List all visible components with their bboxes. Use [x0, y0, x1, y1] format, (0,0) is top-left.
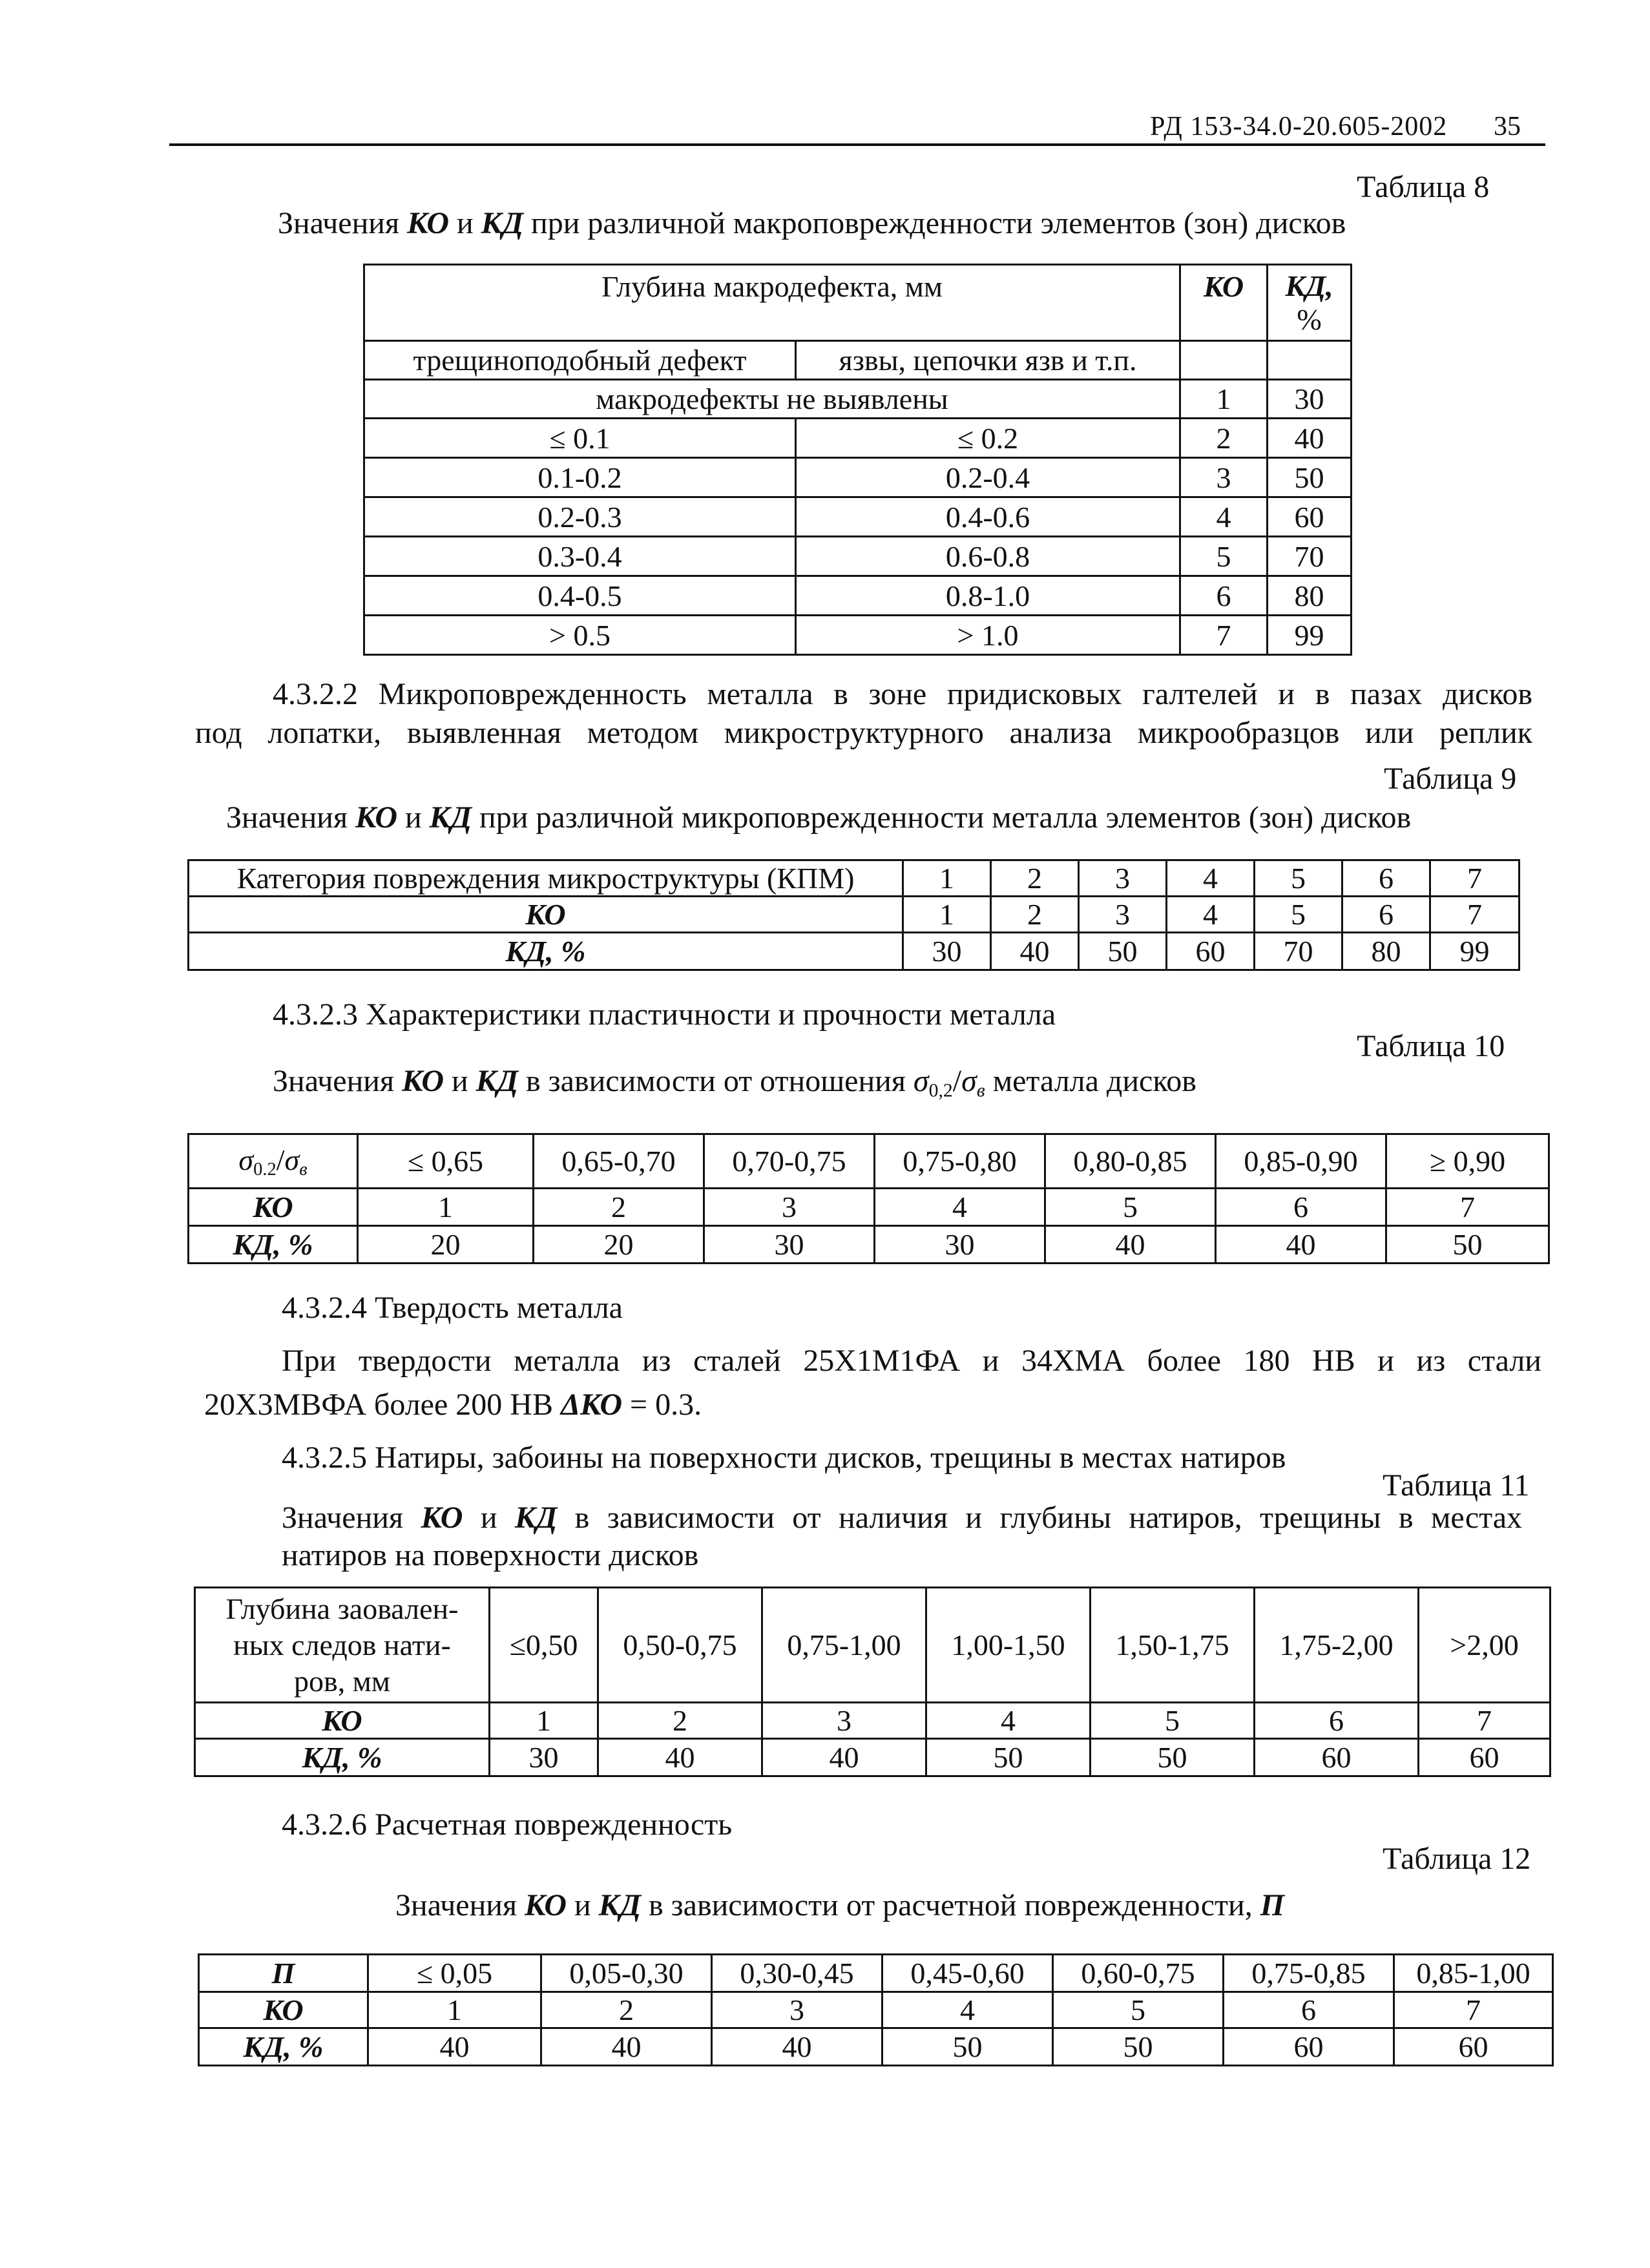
- table12-range: 0,45-0,60: [882, 1955, 1053, 1992]
- table10-cell: 20: [358, 1226, 534, 1264]
- table8-subheader-ulcers: язвы, цепочки язв и т.п.: [796, 341, 1180, 380]
- table10-cell: 30: [704, 1226, 875, 1264]
- table8-empty-cell: [1268, 341, 1352, 380]
- page-number: 35: [1494, 112, 1521, 141]
- table10-cell: 7: [1386, 1189, 1549, 1226]
- table8-cell: 2: [1180, 419, 1268, 458]
- table10-range: 0,75-0,80: [875, 1134, 1045, 1189]
- table11-cell: 2: [598, 1703, 762, 1739]
- table10-range: ≥ 0,90: [1386, 1134, 1549, 1189]
- table12-cell: 1: [368, 1992, 541, 2028]
- table8-cell: 0.8-1.0: [796, 576, 1180, 616]
- table9-category: 1: [903, 860, 991, 897]
- table8-caption: Значения КО и КД при различной макроповрежденности элементов (зон) дисков: [278, 206, 1346, 240]
- table8-header-kd: КД, %: [1268, 265, 1352, 341]
- table11-cell: 60: [1419, 1739, 1551, 1776]
- table8-cell: > 1.0: [796, 616, 1180, 655]
- table12-cell: 7: [1394, 1992, 1553, 2028]
- table12-cell: 60: [1224, 2028, 1394, 2066]
- table10-range: 0,85-0,90: [1216, 1134, 1386, 1189]
- table8-cell: 5: [1180, 537, 1268, 576]
- table9-cell: 40: [991, 933, 1079, 970]
- table8-cell: 0.2-0.4: [796, 458, 1180, 497]
- table10-cell: 2: [534, 1189, 704, 1226]
- table11-cell: 1: [490, 1703, 598, 1739]
- table8-cell: 7: [1180, 616, 1268, 655]
- table10-caption: Значения КО и КД в зависимости от отношения $\sigma_{0,2}/\sigma_в$ металла дисков: [273, 1064, 1196, 1101]
- table9-cell: 6: [1342, 897, 1430, 933]
- table12: [198, 1953, 1554, 2066]
- table11-cell: 5: [1091, 1703, 1255, 1739]
- table9-cell: 99: [1430, 933, 1519, 970]
- table10-cell: 40: [1216, 1226, 1386, 1264]
- table9-category: 7: [1430, 860, 1519, 897]
- table11-range: 0,75-1,00: [762, 1588, 926, 1703]
- table9-cell: 30: [903, 933, 991, 970]
- table8-cell: 4: [1180, 497, 1268, 537]
- table12-cell: 50: [1053, 2028, 1224, 2066]
- paragraph-4324-line1: При твердости металла из сталей 25Х1М1ФА и 34ХМА более 180 НВ и из стали: [282, 1344, 1541, 1378]
- table10-kd-label: КД, %: [189, 1226, 358, 1264]
- table9-cell: 2: [991, 897, 1079, 933]
- table9-category: 4: [1167, 860, 1255, 897]
- table8-label: Таблица 8: [1357, 170, 1490, 204]
- table9-header: Категория повреждения микроструктуры (КПМ): [189, 860, 903, 897]
- table8-cell: 0.1-0.2: [364, 458, 796, 497]
- document-code: РД 153-34.0-20.605-2002: [1150, 112, 1448, 141]
- table10-ko-label: КО: [189, 1189, 358, 1226]
- table11: [194, 1587, 1551, 1777]
- paragraph-4324-title: 4.3.2.4 Твердость металла: [282, 1291, 623, 1325]
- table8-cell: 3: [1180, 458, 1268, 497]
- table8: [363, 264, 1352, 656]
- table10: [187, 1133, 1550, 1264]
- table9-kd-label: КД, %: [189, 933, 903, 970]
- table9-caption: Значения КО и КД при различной микроповрежденности металла элементов (зон) дисков: [226, 800, 1412, 835]
- table10-range: 0,80-0,85: [1045, 1134, 1216, 1189]
- table12-range: 0,05-0,30: [541, 1955, 712, 1992]
- paragraph-4325: 4.3.2.5 Натиры, забоины на поверхности дисков, трещины в местах натиров: [282, 1441, 1286, 1475]
- table12-cell: 40: [541, 2028, 712, 2066]
- table10-cell: 1: [358, 1189, 534, 1226]
- table12-cell: 4: [882, 1992, 1053, 2028]
- table8-cell: 60: [1268, 497, 1352, 537]
- table8-header-depth: Глубина макродефекта, мм: [364, 265, 1180, 341]
- table10-cell: 20: [534, 1226, 704, 1264]
- paragraph-4326: 4.3.2.6 Расчетная поврежденность: [282, 1807, 733, 1842]
- table11-cell: 6: [1255, 1703, 1419, 1739]
- table11-range: 1,50-1,75: [1091, 1588, 1255, 1703]
- table8-cell: ≤ 0.2: [796, 419, 1180, 458]
- table12-range: 0,85-1,00: [1394, 1955, 1553, 1992]
- table9: [187, 859, 1520, 971]
- table11-caption-line2: натиров на поверхности дисков: [282, 1538, 699, 1572]
- table12-cell: 40: [712, 2028, 882, 2066]
- table9-cell: 50: [1079, 933, 1167, 970]
- table8-cell: 50: [1268, 458, 1352, 497]
- table8-none-label: макродефекты не выявлены: [364, 380, 1180, 419]
- table8-cell: 40: [1268, 419, 1352, 458]
- paragraph-4324-line2: 20Х3МВФА более 200 НВ ΔКО = 0.3.: [204, 1388, 702, 1422]
- table10-cell: 4: [875, 1189, 1045, 1226]
- table8-subheader-crack: трещиноподобный дефект: [364, 341, 796, 380]
- table9-cell: 60: [1167, 933, 1255, 970]
- table8-cell: 0.4-0.6: [796, 497, 1180, 537]
- table10-cell: 40: [1045, 1226, 1216, 1264]
- paragraph-4322-line2: под лопатки, выявленная методом микроструктурного анализа микрообразцов или реплик: [195, 716, 1532, 750]
- table12-range: 0,60-0,75: [1053, 1955, 1224, 1992]
- table11-cell: 7: [1419, 1703, 1551, 1739]
- table12-cell: 50: [882, 2028, 1053, 2066]
- table9-cell: 7: [1430, 897, 1519, 933]
- paragraph-4322-line1: 4.3.2.2 Микроповрежденность металла в зоне придисковых галтелей и в пазах дисков: [273, 677, 1532, 711]
- table9-cell: 80: [1342, 933, 1430, 970]
- table11-kd-label: КД, %: [195, 1739, 490, 1776]
- table8-cell: 0.6-0.8: [796, 537, 1180, 576]
- table11-cell: 4: [926, 1703, 1091, 1739]
- table10-ratio-header: $\sigma_{0.2}/\sigma_в$: [189, 1134, 358, 1189]
- table12-p-header: П: [199, 1955, 368, 1992]
- table10-cell: 30: [875, 1226, 1045, 1264]
- table11-cell: 30: [490, 1739, 598, 1776]
- table11-range: 1,00-1,50: [926, 1588, 1091, 1703]
- table12-cell: 6: [1224, 1992, 1394, 2028]
- table8-cell: 70: [1268, 537, 1352, 576]
- table11-range: 1,75-2,00: [1255, 1588, 1419, 1703]
- table12-label: Таблица 12: [1383, 1842, 1531, 1876]
- table8-cell: 0.2-0.3: [364, 497, 796, 537]
- table8-header-ko: КО: [1180, 265, 1268, 341]
- table12-range: 0,75-0,85: [1224, 1955, 1394, 1992]
- table12-cell: 40: [368, 2028, 541, 2066]
- table8-empty-cell: [1180, 341, 1268, 380]
- table11-cell: 40: [598, 1739, 762, 1776]
- table8-cell: 80: [1268, 576, 1352, 616]
- table10-cell: 6: [1216, 1189, 1386, 1226]
- table10-range: 0,65-0,70: [534, 1134, 704, 1189]
- table10-range: 0,70-0,75: [704, 1134, 875, 1189]
- table8-cell: > 0.5: [364, 616, 796, 655]
- table11-header: Глубина заовален- ных следов нати- ров, мм: [195, 1588, 490, 1703]
- paragraph-4323: 4.3.2.3 Характеристики пластичности и прочности металла: [273, 997, 1056, 1032]
- table9-cell: 5: [1255, 897, 1342, 933]
- table9-cell: 3: [1079, 897, 1167, 933]
- table12-range: 0,30-0,45: [712, 1955, 882, 1992]
- table12-kd-label: КД, %: [199, 2028, 368, 2066]
- table11-ko-label: КО: [195, 1703, 490, 1739]
- table11-range: ≤0,50: [490, 1588, 598, 1703]
- table8-cell: 0.4-0.5: [364, 576, 796, 616]
- table9-cell: 4: [1167, 897, 1255, 933]
- table9-category: 5: [1255, 860, 1342, 897]
- table11-cell: 50: [926, 1739, 1091, 1776]
- table9-ko-label: КО: [189, 897, 903, 933]
- table9-category: 2: [991, 860, 1079, 897]
- table12-cell: 5: [1053, 1992, 1224, 2028]
- table9-category: 6: [1342, 860, 1430, 897]
- table8-cell: 30: [1268, 380, 1352, 419]
- table10-range: ≤ 0,65: [358, 1134, 534, 1189]
- table11-cell: 60: [1255, 1739, 1419, 1776]
- table10-label: Таблица 10: [1357, 1029, 1505, 1063]
- table12-range: ≤ 0,05: [368, 1955, 541, 1992]
- table9-category: 3: [1079, 860, 1167, 897]
- table12-ko-label: КО: [199, 1992, 368, 2028]
- table8-cell: 99: [1268, 616, 1352, 655]
- table10-cell: 3: [704, 1189, 875, 1226]
- table10-cell: 5: [1045, 1189, 1216, 1226]
- table12-caption: Значения КО и КД в зависимости от расчетной поврежденности, П: [395, 1888, 1285, 1922]
- header-rule: [169, 143, 1545, 146]
- table8-cell: 0.3-0.4: [364, 537, 796, 576]
- table8-cell: ≤ 0.1: [364, 419, 796, 458]
- table11-cell: 50: [1091, 1739, 1255, 1776]
- table11-cell: 40: [762, 1739, 926, 1776]
- table11-label: Таблица 11: [1383, 1468, 1530, 1503]
- table12-cell: 60: [1394, 2028, 1553, 2066]
- table8-cell: 1: [1180, 380, 1268, 419]
- table12-cell: 2: [541, 1992, 712, 2028]
- table12-cell: 3: [712, 1992, 882, 2028]
- table9-label: Таблица 9: [1384, 762, 1517, 796]
- table9-cell: 70: [1255, 933, 1342, 970]
- table8-cell: 6: [1180, 576, 1268, 616]
- table11-caption-line1: Значения КО и КД в зависимости от наличия и глубины натиров, трещины в местах: [282, 1501, 1523, 1535]
- table11-range: 0,50-0,75: [598, 1588, 762, 1703]
- table11-range: >2,00: [1419, 1588, 1551, 1703]
- table10-cell: 50: [1386, 1226, 1549, 1264]
- table11-cell: 3: [762, 1703, 926, 1739]
- table9-cell: 1: [903, 897, 991, 933]
